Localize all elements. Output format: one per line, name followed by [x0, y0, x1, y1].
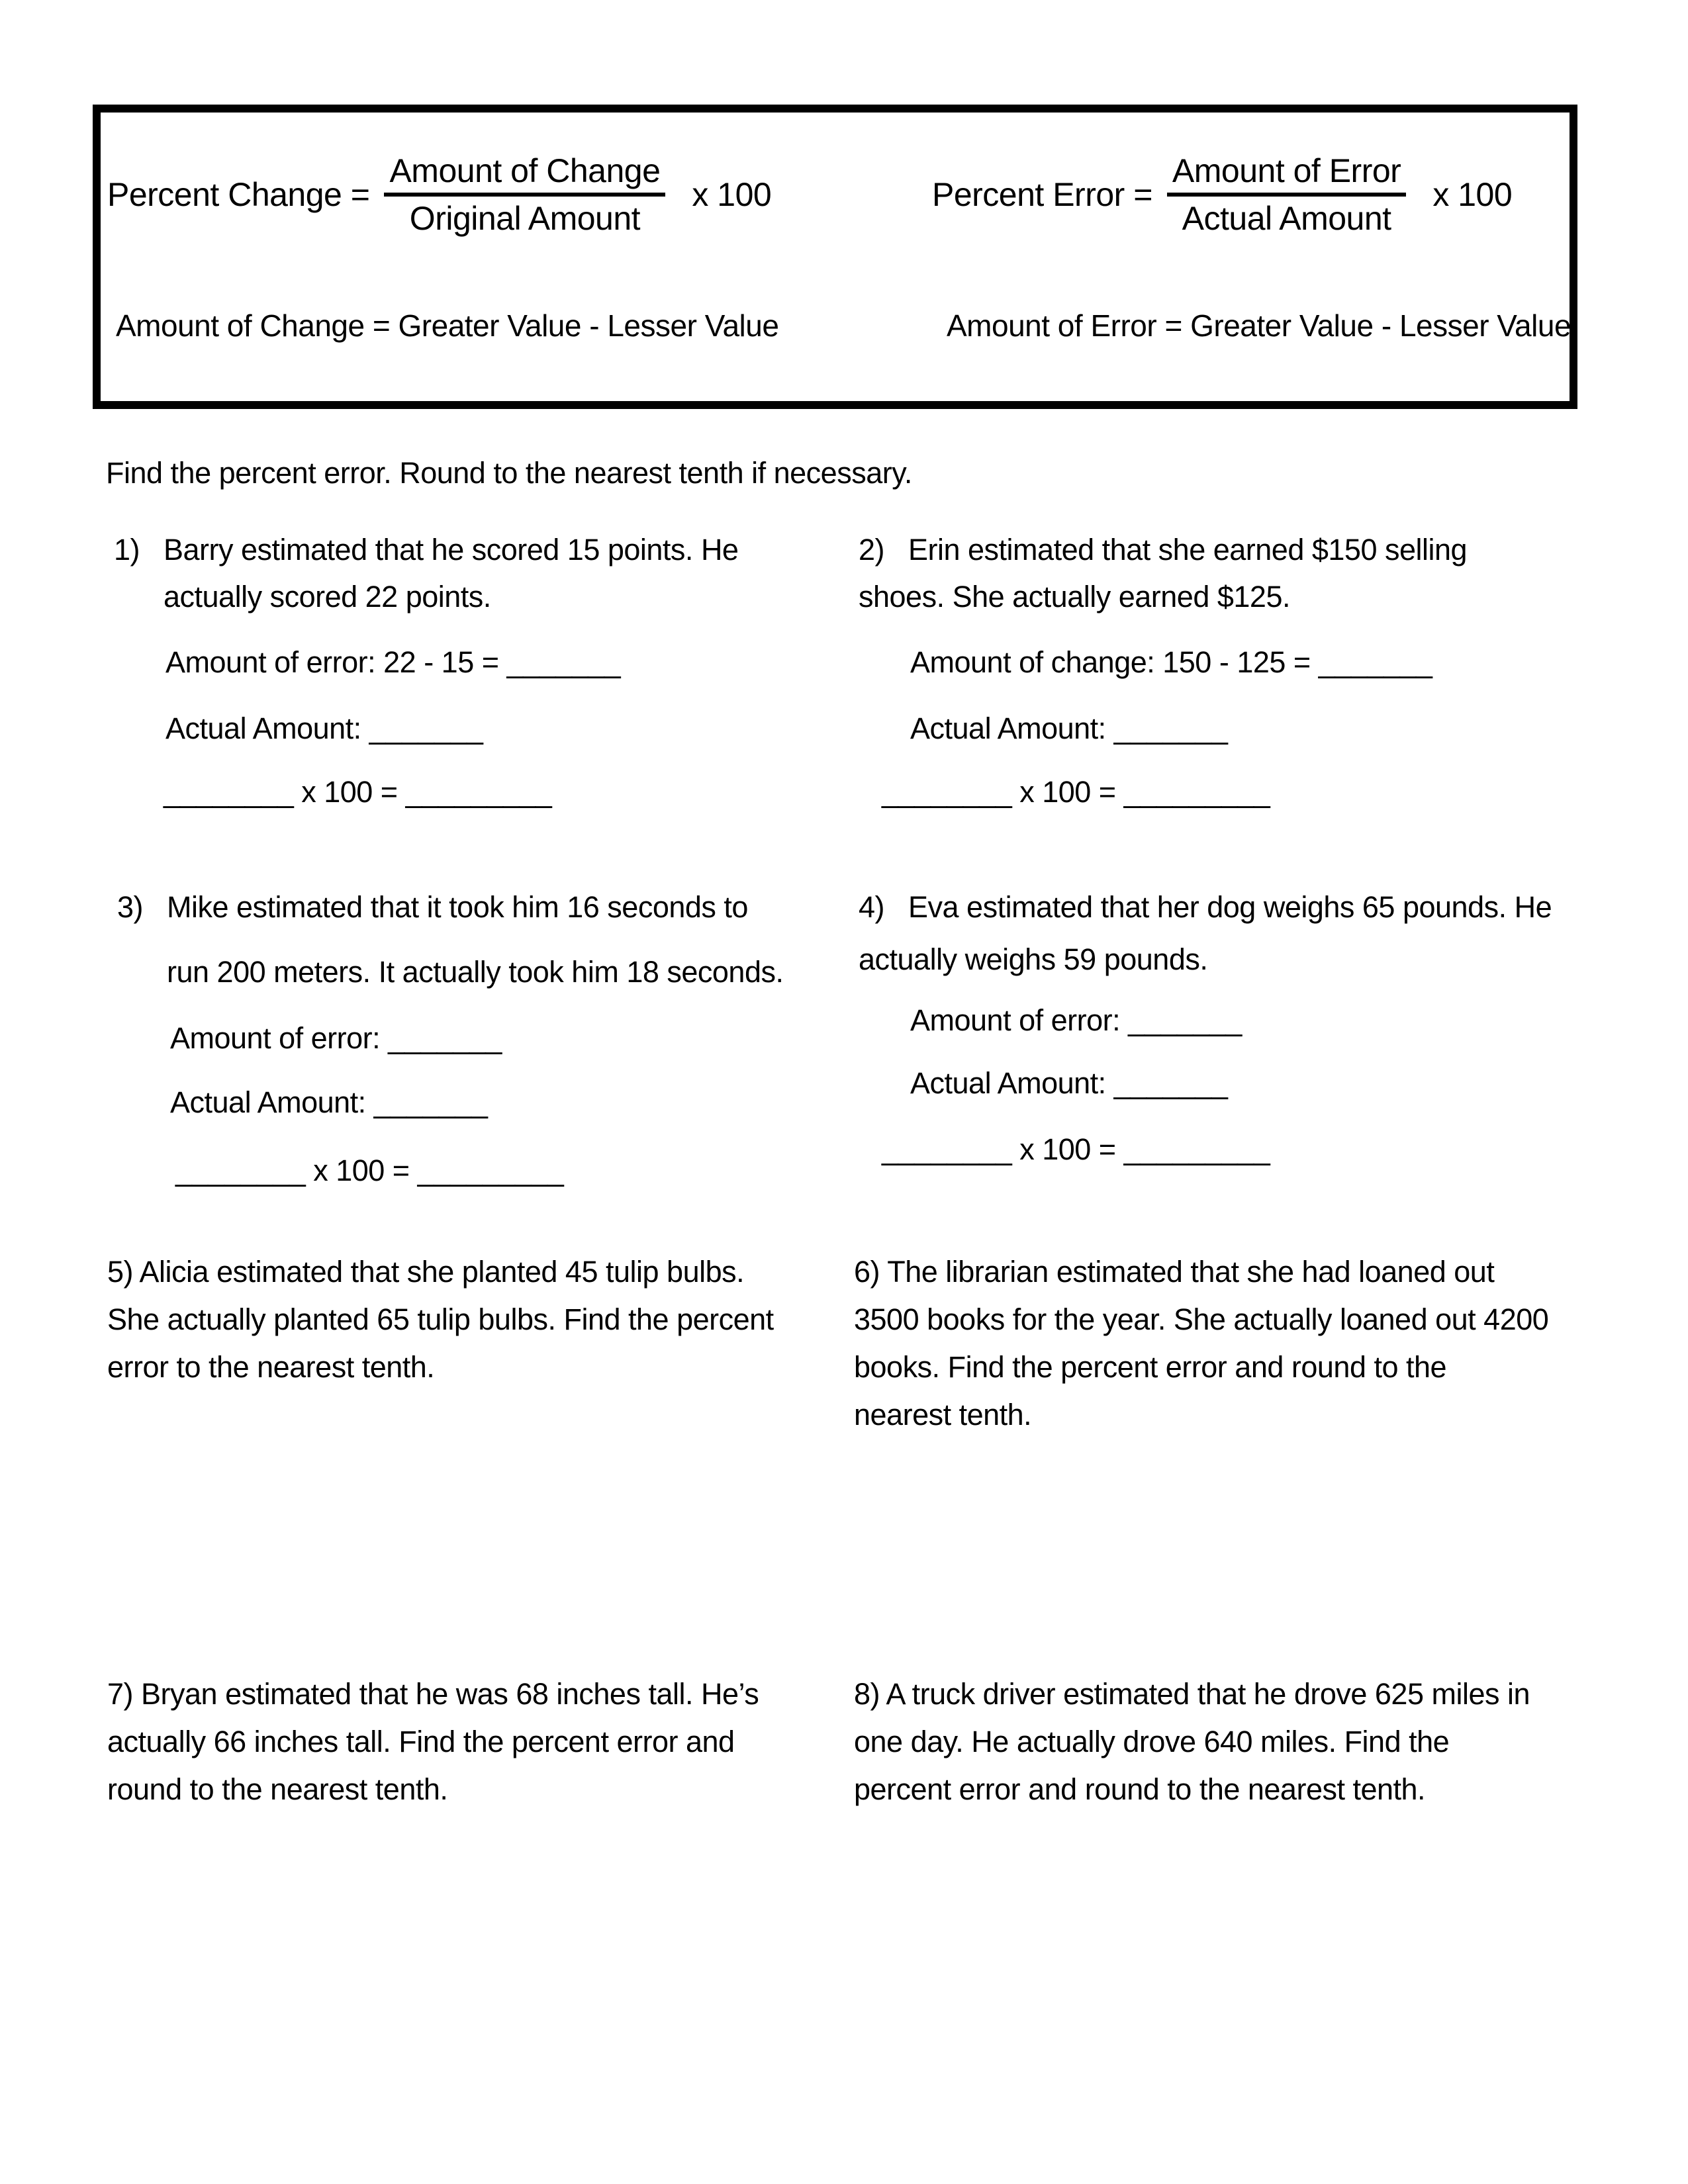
fraction-numerator: Amount of Change — [384, 152, 665, 197]
problem-2 — [859, 526, 1467, 815]
problem-3 — [117, 884, 783, 1194]
problem-statement-line: one day. He actually drove 640 miles. Find the — [854, 1725, 1450, 1758]
work-line-actual-amount: Actual Amount: _______ — [910, 711, 1228, 745]
percent-error-formula — [932, 153, 1512, 236]
problem-statement-line: round to the nearest tenth. — [107, 1772, 448, 1806]
problem-statement-line — [859, 884, 1552, 931]
problem-statement-line — [114, 526, 738, 573]
fraction-denominator: Original Amount — [409, 200, 641, 237]
problem-statement-line — [117, 884, 783, 931]
statement-text: Eva estimated that her dog weighs 65 pounds. He — [908, 890, 1552, 924]
problem-number: 6) — [854, 1255, 880, 1289]
percent-change-label: Percent Change = — [107, 176, 370, 213]
work-line-actual-amount: Actual Amount: _______ — [165, 711, 483, 745]
problem-statement-line — [107, 1248, 774, 1296]
work-line-x100: ________ x 100 = _________ — [882, 775, 1270, 809]
work-line-x100: ________ x 100 = _________ — [164, 775, 552, 809]
problem-statement-line — [854, 1670, 1530, 1718]
problem-statement-line: She actually planted 65 tulip bulbs. Find the percent — [107, 1302, 774, 1336]
problem-number: 4) — [859, 890, 885, 924]
work-line-x100: ________ x 100 = _________ — [175, 1154, 564, 1187]
problem-1 — [114, 526, 738, 815]
amount-of-change-rule: Amount of Change = Greater Value - Lesser Value — [116, 308, 779, 343]
statement-text: Mike estimated that it took him 16 seconds to — [167, 890, 748, 924]
fraction-denominator: Actual Amount — [1182, 200, 1391, 237]
statement-text: Bryan estimated that he was 68 inches tall. He’s — [141, 1677, 759, 1711]
work-line-amount-of-change: Amount of change: 150 - 125 = _______ — [910, 645, 1432, 679]
problem-5 — [107, 1248, 774, 1391]
work-line-amount-of-error: Amount of error: _______ — [910, 1003, 1242, 1037]
problem-7 — [107, 1670, 759, 1813]
problem-number: 5) — [107, 1255, 134, 1289]
problem-number: 8) — [854, 1677, 880, 1711]
statement-text: A truck driver estimated that he drove 625 miles in — [886, 1677, 1530, 1711]
work-line-amount-of-error: Amount of error: 22 - 15 = _______ — [165, 645, 621, 679]
percent-change-formula — [107, 153, 771, 236]
formula-reference-box — [93, 105, 1577, 409]
statement-text: Erin estimated that she earned $150 selling — [908, 533, 1468, 567]
work-line-actual-amount: Actual Amount: _______ — [170, 1085, 488, 1119]
statement-text: Barry estimated that he scored 15 points. He — [164, 533, 739, 567]
problem-statement-line — [859, 526, 1467, 573]
fraction-numerator: Amount of Error — [1167, 152, 1406, 197]
problem-statement-line: actually 66 inches tall. Find the percent error and — [107, 1725, 735, 1758]
problem-8 — [854, 1670, 1530, 1813]
problem-statement-line: 3500 books for the year. She actually loaned out 4200 — [854, 1302, 1549, 1336]
problem-statement-line: books. Find the percent error and round to the — [854, 1350, 1447, 1384]
statement-text: Alicia estimated that she planted 45 tulip bulbs. — [139, 1255, 745, 1289]
problem-statement-line: percent error and round to the nearest tenth. — [854, 1772, 1426, 1806]
problem-number: 7) — [107, 1677, 134, 1711]
problem-statement-line: actually weighs 59 pounds. — [859, 942, 1208, 976]
times-100-label: x 100 — [692, 176, 772, 213]
problem-6 — [854, 1248, 1548, 1439]
statement-text: The librarian estimated that she had loaned out — [887, 1255, 1495, 1289]
problem-number: 3) — [117, 890, 144, 924]
problem-statement-line — [854, 1248, 1548, 1296]
problem-statement-line: error to the nearest tenth. — [107, 1350, 435, 1384]
problem-statement-line — [107, 1670, 759, 1718]
instructions-text: Find the percent error. Round to the nearest tenth if necessary. — [106, 456, 912, 490]
percent-change-fraction — [384, 152, 665, 238]
problem-number: 1) — [114, 533, 140, 567]
times-100-label: x 100 — [1432, 176, 1513, 213]
percent-error-label: Percent Error = — [932, 176, 1152, 213]
problem-statement-line: nearest tenth. — [854, 1398, 1032, 1432]
problem-number: 2) — [859, 533, 885, 567]
percent-error-fraction — [1167, 152, 1406, 238]
work-line-x100: ________ x 100 = _________ — [882, 1132, 1270, 1166]
work-line-actual-amount: Actual Amount: _______ — [910, 1066, 1228, 1100]
problem-statement-line: actually scored 22 points. — [164, 580, 491, 614]
amount-of-error-rule: Amount of Error = Greater Value - Lesser Value — [947, 308, 1571, 343]
problem-statement-line: shoes. She actually earned $125. — [859, 580, 1290, 614]
problem-statement-line: run 200 meters. It actually took him 18 seconds. — [167, 955, 784, 989]
work-line-amount-of-error: Amount of error: _______ — [170, 1021, 502, 1055]
problem-4 — [859, 884, 1552, 1173]
